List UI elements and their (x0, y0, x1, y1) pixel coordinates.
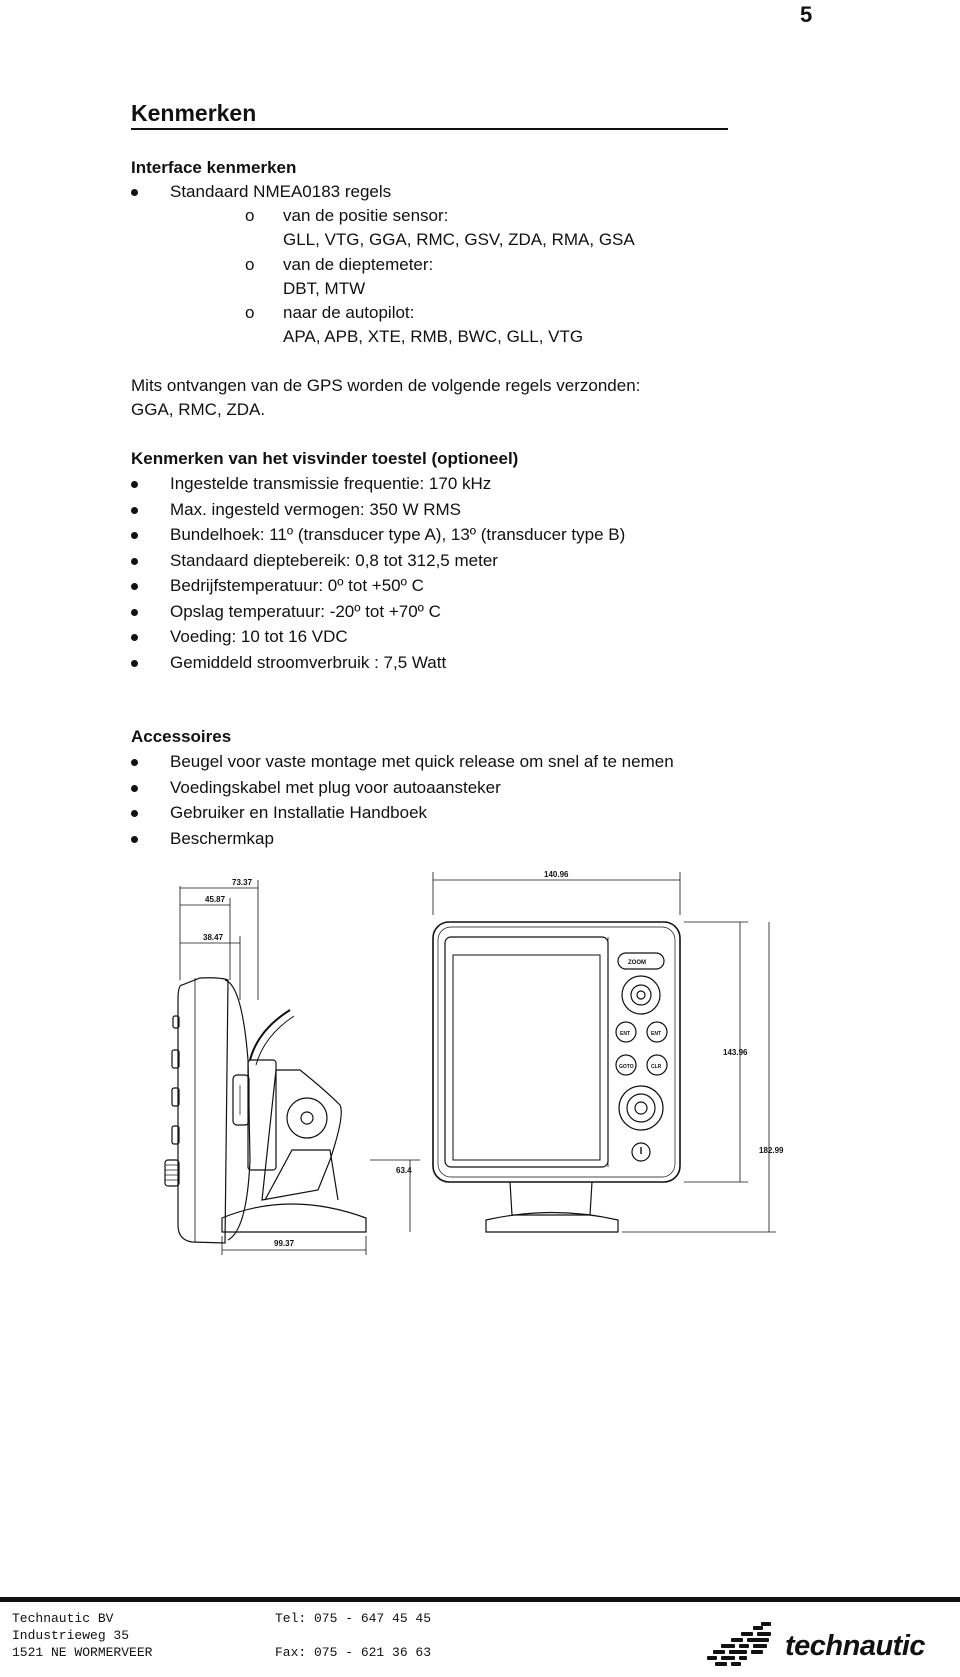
dim-label: 99.37 (274, 1239, 295, 1248)
footer-tel: Tel: 075 - 647 45 45 (275, 1611, 432, 1626)
bullet-icon (131, 481, 138, 488)
side-view (165, 878, 420, 1255)
sub-item-detail: GLL, VTG, GGA, RMC, GSV, ZDA, RMA, GSA (283, 230, 635, 249)
page-title: Kenmerken (131, 100, 257, 126)
dim-label: 140.96 (544, 870, 569, 879)
sub-item-detail: DBT, MTW (283, 279, 366, 298)
footer-fax: Fax: 075 - 621 36 63 (275, 1645, 432, 1660)
bullet-icon (131, 558, 138, 565)
sub-item-label: van de positie sensor: (283, 206, 449, 225)
list-item: Ingestelde transmissie frequentie: 170 kHz (170, 474, 492, 493)
bullet-icon (131, 532, 138, 539)
dim-label: 73.37 (232, 878, 253, 887)
dimension-drawing (0, 860, 960, 1380)
note-line: Mits ontvangen van de GPS worden de volgende regels verzonden: (131, 376, 641, 395)
page-number: 5 (800, 2, 813, 27)
ent-button-label: ENT (620, 1031, 630, 1037)
bullet-icon (131, 189, 138, 196)
nmea-item: Standaard NMEA0183 regels (170, 182, 392, 201)
dim-label: 45.87 (205, 895, 226, 904)
bullet-icon (131, 583, 138, 590)
note-line: GGA, RMC, ZDA. (131, 400, 266, 419)
list-item: Opslag temperatuur: -20º tot +70º C (170, 602, 441, 621)
technautic-logo-icon (705, 1620, 785, 1670)
list-item: Beschermkap (170, 829, 274, 848)
bullet-icon (131, 836, 138, 843)
list-item: Bedrijfstemperatuur: 0º tot +50º C (170, 576, 424, 595)
bullet-icon (131, 660, 138, 667)
sub-item-label: van de dieptemeter: (283, 255, 434, 274)
bullet-icon (131, 785, 138, 792)
sub-item-detail: APA, APB, XTE, RMB, BWC, GLL, VTG (283, 327, 584, 346)
title-underline (131, 128, 728, 130)
goto-button-label: GOTO (619, 1064, 634, 1070)
dim-label: 38.47 (203, 933, 224, 942)
accessories-heading: Accessoires (131, 727, 232, 746)
ent-button-label: ENT (651, 1031, 661, 1037)
list-item: Gemiddeld stroomverbruik : 7,5 Watt (170, 653, 447, 672)
list-item: Voedingskabel met plug voor autoaansteker (170, 778, 501, 797)
clr-button-label: CLR (651, 1064, 662, 1070)
dim-label: 63.4 (396, 1166, 412, 1175)
front-view (433, 870, 784, 1232)
list-item: Bundelhoek: 11º (transducer type A), 13º (transducer type B) (170, 525, 626, 544)
list-item: Standaard dieptebereik: 0,8 tot 312,5 meter (170, 551, 498, 570)
bullet-icon (131, 810, 138, 817)
zoom-button-label: ZOOM (628, 960, 646, 966)
footer-rule (0, 1597, 960, 1602)
bullet-icon (131, 507, 138, 514)
list-item: Gebruiker en Installatie Handboek (170, 803, 428, 822)
bullet-icon (131, 759, 138, 766)
interface-heading: Interface kenmerken (131, 158, 297, 177)
bullet-icon (131, 609, 138, 616)
dim-label: 143.96 (723, 1048, 748, 1057)
sub-item-label: naar de autopilot: (283, 303, 415, 322)
list-item: Voeding: 10 tot 16 VDC (170, 627, 348, 646)
list-item: Max. ingesteld vermogen: 350 W RMS (170, 500, 462, 519)
sub-bullet-icon: o (245, 303, 255, 322)
sub-bullet-icon: o (245, 255, 255, 274)
brand-logo-text: technautic (785, 1630, 926, 1662)
footer-city: 1521 NE WORMERVEER (12, 1645, 153, 1660)
footer-street: Industrieweg 35 (12, 1628, 130, 1643)
footer-company: Technautic BV (12, 1611, 114, 1626)
bullet-icon (131, 634, 138, 641)
dim-label: 182.99 (759, 1146, 784, 1155)
sub-bullet-icon: o (245, 206, 255, 225)
fishfinder-heading: Kenmerken van het visvinder toestel (optioneel) (131, 449, 519, 468)
list-item: Beugel voor vaste montage met quick release om snel af te nemen (170, 752, 674, 771)
